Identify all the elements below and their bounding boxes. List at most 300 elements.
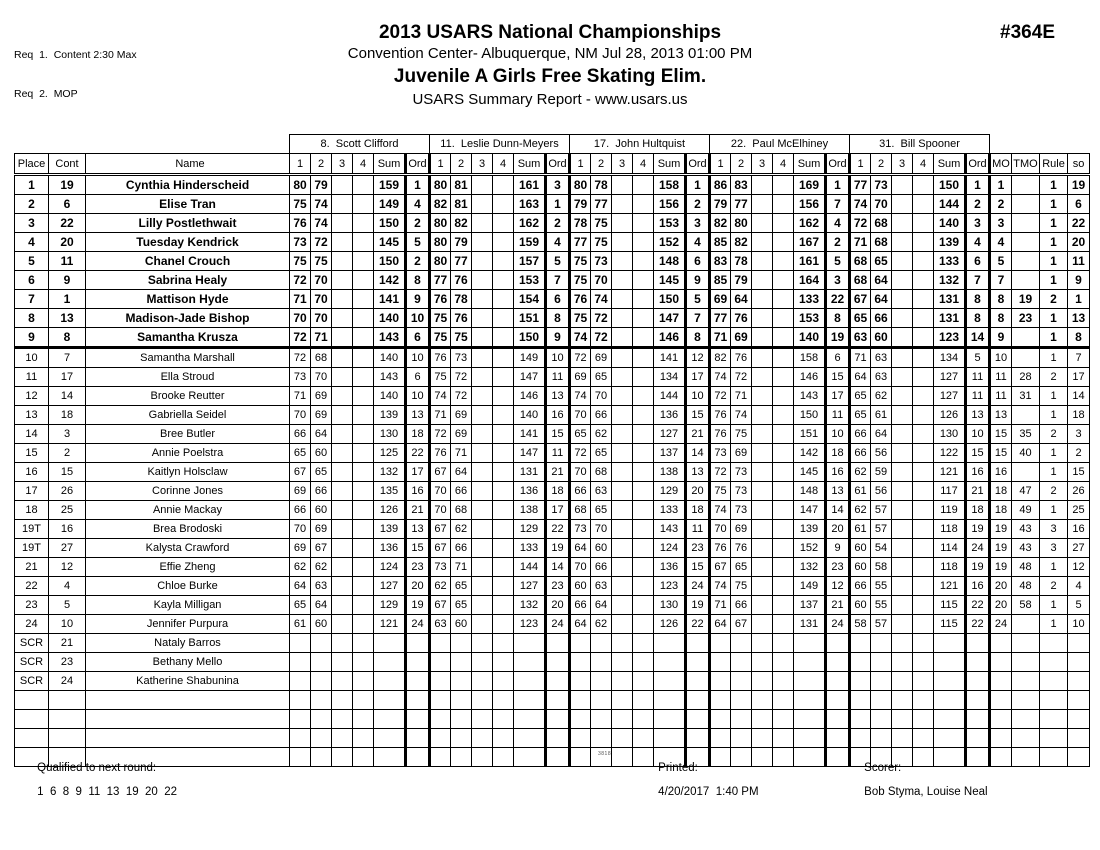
cell-j2-sum: 140 (514, 406, 546, 425)
cell-j3-ord: 13 (686, 463, 710, 482)
cell-j2-mark3 (472, 195, 493, 214)
cell-mo: 7 (990, 271, 1012, 290)
cell-j1-mark1 (290, 653, 311, 672)
cell-rule (1040, 710, 1068, 729)
cell-j2-mark1: 75 (430, 328, 451, 348)
cell-j2-mark1 (430, 653, 451, 672)
cell-j5-mark4 (913, 596, 934, 615)
col-j4-2: 2 (731, 154, 752, 175)
cell-place: 9 (15, 328, 49, 348)
cell-j5-mark2: 64 (871, 425, 892, 444)
cell-j2-ord: 15 (546, 425, 570, 444)
cell-j3-mark1: 77 (570, 233, 591, 252)
cell-j4-ord: 20 (826, 520, 850, 539)
cell-j4-sum: 149 (794, 577, 826, 596)
cell-j5-mark4 (913, 463, 934, 482)
cell-blank (374, 691, 406, 710)
cell-blank (892, 691, 913, 710)
cell-j2-ord: 7 (546, 271, 570, 290)
cell-j4-mark1: 77 (710, 309, 731, 328)
cell-j5-sum: 122 (934, 444, 966, 463)
cell-j5-mark3 (892, 596, 913, 615)
cell-tmo: 23 (1012, 309, 1040, 328)
cell-j3-mark1 (570, 653, 591, 672)
cell-blank (493, 691, 514, 710)
cell-j2-mark1: 80 (430, 252, 451, 271)
cell-j1-mark1: 80 (290, 175, 311, 195)
cell-j3-mark4 (633, 444, 654, 463)
cell-place: 21 (15, 558, 49, 577)
judge-number: 17. (593, 138, 610, 150)
cell-blank (290, 748, 311, 767)
cell-j2-mark2: 73 (451, 348, 472, 368)
cell-j2-mark1 (430, 672, 451, 691)
cell-j3-mark3 (612, 406, 633, 425)
cell-j4-mark3 (752, 444, 773, 463)
cell-j4-mark4 (773, 290, 794, 309)
cell-j3-mark3 (612, 252, 633, 271)
cell-j2-mark3 (472, 501, 493, 520)
cell-j3-mark3 (612, 175, 633, 195)
cell-so: 4 (1068, 577, 1090, 596)
cell-so (1068, 672, 1090, 691)
col-j3-ord: Ord (686, 154, 710, 175)
cell-j3-sum: 141 (654, 348, 686, 368)
cell-j4-mark3 (752, 214, 773, 233)
col-j1-1: 1 (290, 154, 311, 175)
cell-j2-mark2 (451, 672, 472, 691)
cell-j3-mark1: 76 (570, 290, 591, 309)
cell-so: 12 (1068, 558, 1090, 577)
cell-j1-mark2: 60 (311, 615, 332, 634)
table-row[interactable] (15, 672, 1090, 691)
cell-j4-mark2: 69 (731, 444, 752, 463)
cell-cont: 22 (49, 214, 86, 233)
cell-place: SCR (15, 653, 49, 672)
cell-j5-mark4 (913, 195, 934, 214)
cell-tmo: 40 (1012, 444, 1040, 463)
cell-j5-mark3 (892, 368, 913, 387)
cell-j5-mark4 (913, 233, 934, 252)
cell-j1-mark2: 62 (311, 558, 332, 577)
cell-j4-ord: 24 (826, 615, 850, 634)
table-row[interactable] (15, 175, 1090, 195)
cell-cont (49, 729, 86, 748)
table-row[interactable] (15, 328, 1090, 348)
cell-rule (1040, 653, 1068, 672)
cell-blank (686, 710, 710, 729)
cell-j2-ord: 9 (546, 328, 570, 348)
band-spacer (990, 135, 1012, 154)
cell-blank (546, 691, 570, 710)
cell-blank (591, 691, 612, 710)
cell-j1-sum: 139 (374, 520, 406, 539)
cell-j5-mark3 (892, 672, 913, 691)
cell-place: 18 (15, 501, 49, 520)
cell-j2-mark2: 71 (451, 444, 472, 463)
cell-j2-mark2: 79 (451, 233, 472, 252)
col-j1-2: 2 (311, 154, 332, 175)
cell-so: 27 (1068, 539, 1090, 558)
table-row[interactable] (15, 596, 1090, 615)
table-row[interactable] (15, 233, 1090, 252)
cell-blank (612, 710, 633, 729)
cell-so: 8 (1068, 328, 1090, 348)
cell-j5-mark2 (871, 672, 892, 691)
cell-j5-mark1: 65 (850, 309, 871, 328)
cell-j5-ord: 10 (966, 425, 990, 444)
event-title: Juvenile A Girls Free Skating Elim. (393, 66, 707, 87)
cell-place: 19T (15, 520, 49, 539)
cell-j3-mark4 (633, 328, 654, 348)
cell-j1-ord: 4 (406, 195, 430, 214)
cell-blank (966, 691, 990, 710)
cell-j3-mark2: 60 (591, 539, 612, 558)
cell-j2-mark2: 76 (451, 309, 472, 328)
cell-j2-mark1: 67 (430, 596, 451, 615)
cell-j2-sum: 129 (514, 520, 546, 539)
cell-mo: 5 (990, 252, 1012, 271)
cell-j5-ord: 2 (966, 195, 990, 214)
table-row[interactable] (15, 425, 1090, 444)
cell-rule: 1 (1040, 596, 1068, 615)
cell-j3-sum: 145 (654, 271, 686, 290)
cell-j3-sum: 137 (654, 444, 686, 463)
cell-j2-mark3 (472, 615, 493, 634)
cell-j5-mark2: 68 (871, 214, 892, 233)
cell-j1-mark4 (353, 425, 374, 444)
cell-j1-sum: 143 (374, 368, 406, 387)
cell-j1-mark2: 79 (311, 175, 332, 195)
cell-rule: 2 (1040, 368, 1068, 387)
cell-j3-mark4 (633, 672, 654, 691)
cell-blank (731, 710, 752, 729)
col-j4-1: 1 (710, 154, 731, 175)
cell-blank (374, 748, 406, 767)
cell-j3-ord: 6 (686, 252, 710, 271)
cell-j1-ord: 19 (406, 596, 430, 615)
cell-j2-mark4 (493, 577, 514, 596)
col-so: so (1068, 154, 1090, 175)
cell-name: Gabriella Seidel (86, 406, 290, 425)
cell-j5-mark4 (913, 387, 934, 406)
scorer-value: Bob Styma, Louise Neal (864, 786, 988, 798)
cell-mo: 3 (990, 214, 1012, 233)
cell-j5-mark1: 64 (850, 368, 871, 387)
col-j1-ord: Ord (406, 154, 430, 175)
cell-j3-ord: 1 (686, 175, 710, 195)
cell-j4-mark4 (773, 444, 794, 463)
table-row[interactable] (15, 271, 1090, 290)
table-row[interactable] (15, 653, 1090, 672)
cell-j3-mark4 (633, 290, 654, 309)
cell-tmo (1012, 672, 1040, 691)
cell-blank (546, 748, 570, 767)
table-row[interactable] (15, 520, 1090, 539)
cell-blank (353, 729, 374, 748)
cell-tmo (1012, 214, 1040, 233)
cell-j1-mark3 (332, 558, 353, 577)
cell-name: Madison-Jade Bishop (86, 309, 290, 328)
col-j2-3: 3 (472, 154, 493, 175)
cell-j4-mark2: 73 (731, 501, 752, 520)
cell-j4-sum: 137 (794, 596, 826, 615)
cell-j3-mark2: 72 (591, 328, 612, 348)
cell-j4-mark4 (773, 520, 794, 539)
cell-blank (913, 691, 934, 710)
cell-j1-mark4 (353, 634, 374, 653)
cell-j3-sum: 123 (654, 577, 686, 596)
cell-j5-mark2 (871, 634, 892, 653)
cell-j1-sum: 136 (374, 539, 406, 558)
cell-j2-sum: 131 (514, 463, 546, 482)
cell-j2-sum: 132 (514, 596, 546, 615)
cell-j1-mark1: 64 (290, 577, 311, 596)
table-row[interactable] (15, 501, 1090, 520)
cell-j3-sum: 136 (654, 406, 686, 425)
cell-blank (451, 748, 472, 767)
cell-j3-mark3 (612, 653, 633, 672)
cell-j1-sum: 139 (374, 406, 406, 425)
cell-j2-mark4 (493, 252, 514, 271)
cell-blank (752, 691, 773, 710)
cell-rule (1040, 691, 1068, 710)
col-j5-4: 4 (913, 154, 934, 175)
cell-j5-mark3 (892, 558, 913, 577)
cell-j5-mark1: 60 (850, 558, 871, 577)
cell-name: Annie Mackay (86, 501, 290, 520)
cell-j5-mark1: 66 (850, 444, 871, 463)
cell-cont: 4 (49, 577, 86, 596)
cell-j5-sum (934, 672, 966, 691)
cell-j3-sum: 146 (654, 328, 686, 348)
table-row-blank (15, 691, 1090, 710)
cell-j4-mark3 (752, 348, 773, 368)
cell-j4-mark1: 67 (710, 558, 731, 577)
cell-mo: 24 (990, 615, 1012, 634)
table-row[interactable] (15, 195, 1090, 214)
cell-j4-mark4 (773, 214, 794, 233)
cell-j5-ord: 16 (966, 463, 990, 482)
cell-j5-sum: 139 (934, 233, 966, 252)
cell-j4-ord: 16 (826, 463, 850, 482)
table-row[interactable] (15, 309, 1090, 328)
table-row[interactable] (15, 444, 1090, 463)
cell-j2-mark1: 67 (430, 463, 451, 482)
cell-blank (612, 691, 633, 710)
cell-j5-mark4 (913, 672, 934, 691)
cell-j1-mark3 (332, 425, 353, 444)
cell-j2-ord: 23 (546, 577, 570, 596)
cell-rule: 1 (1040, 387, 1068, 406)
cell-j4-sum: 145 (794, 463, 826, 482)
cell-j3-mark3 (612, 444, 633, 463)
table-row[interactable] (15, 539, 1090, 558)
cell-mo: 20 (990, 577, 1012, 596)
table-row[interactable] (15, 290, 1090, 309)
cell-j5-mark3 (892, 252, 913, 271)
cell-place: 6 (15, 271, 49, 290)
cell-j3-ord: 14 (686, 444, 710, 463)
cell-j2-mark2: 66 (451, 539, 472, 558)
cell-j3-mark2: 65 (591, 444, 612, 463)
cell-j3-mark3 (612, 501, 633, 520)
table-row[interactable] (15, 406, 1090, 425)
cell-j1-mark3 (332, 252, 353, 271)
cell-j3-mark1: 64 (570, 539, 591, 558)
cell-j5-mark2: 57 (871, 615, 892, 634)
cell-j1-mark2: 71 (311, 328, 332, 348)
cell-j1-ord: 23 (406, 558, 430, 577)
cell-j4-mark4 (773, 406, 794, 425)
table-row[interactable] (15, 348, 1090, 368)
cell-blank (654, 729, 686, 748)
cell-j5-mark2: 64 (871, 271, 892, 290)
cell-j4-mark4 (773, 482, 794, 501)
table-row[interactable] (15, 387, 1090, 406)
cell-j4-mark2: 73 (731, 482, 752, 501)
cell-j5-sum: 119 (934, 501, 966, 520)
col-j2-ord: Ord (546, 154, 570, 175)
cell-j4-mark1: 82 (710, 214, 731, 233)
cell-j4-sum: 139 (794, 520, 826, 539)
cell-j3-mark1: 74 (570, 387, 591, 406)
cell-j3-mark1: 74 (570, 328, 591, 348)
cell-j3-mark4 (633, 501, 654, 520)
judge-number: 8. (320, 138, 330, 150)
table-row[interactable] (15, 577, 1090, 596)
cell-name: Chanel Crouch (86, 252, 290, 271)
cell-j3-mark4 (633, 520, 654, 539)
cell-j5-mark3 (892, 214, 913, 233)
cell-j1-mark4 (353, 615, 374, 634)
cell-j2-ord: 16 (546, 406, 570, 425)
table-row[interactable] (15, 252, 1090, 271)
cell-j1-ord: 9 (406, 290, 430, 309)
cell-j3-mark1: 65 (570, 425, 591, 444)
cell-blank (546, 710, 570, 729)
cell-blank (892, 729, 913, 748)
cell-blank (850, 729, 871, 748)
cell-place: 24 (15, 615, 49, 634)
cell-j4-mark3 (752, 406, 773, 425)
cell-place: SCR (15, 672, 49, 691)
cell-j1-mark3 (332, 233, 353, 252)
cell-j1-mark1: 73 (290, 233, 311, 252)
cell-j3-mark4 (633, 634, 654, 653)
cell-j3-ord (686, 634, 710, 653)
cell-j5-mark3 (892, 501, 913, 520)
cell-mo: 9 (990, 328, 1012, 348)
cell-j5-mark2: 64 (871, 290, 892, 309)
cell-blank (374, 729, 406, 748)
cell-rule: 1 (1040, 233, 1068, 252)
cell-blank (633, 691, 654, 710)
cell-j5-sum: 117 (934, 482, 966, 501)
cell-cont: 5 (49, 596, 86, 615)
table-row[interactable] (15, 214, 1090, 233)
cell-j5-mark3 (892, 463, 913, 482)
cell-j4-sum: 132 (794, 558, 826, 577)
cell-j3-mark2: 66 (591, 558, 612, 577)
cell-tmo: 48 (1012, 558, 1040, 577)
cell-j5-mark3 (892, 577, 913, 596)
cell-blank (406, 691, 430, 710)
cell-j2-mark3 (472, 577, 493, 596)
cell-so: 11 (1068, 252, 1090, 271)
cell-j4-mark3 (752, 596, 773, 615)
cell-cont: 11 (49, 252, 86, 271)
cell-blank (353, 710, 374, 729)
cell-blank (633, 729, 654, 748)
cell-j2-mark2: 64 (451, 463, 472, 482)
cell-j1-mark4 (353, 348, 374, 368)
cell-j4-ord: 15 (826, 368, 850, 387)
cell-j1-mark1: 65 (290, 596, 311, 615)
cell-j2-sum (514, 634, 546, 653)
cell-tmo: 31 (1012, 387, 1040, 406)
cell-j3-mark1: 72 (570, 348, 591, 368)
cell-blank (794, 748, 826, 767)
col-j5-2: 2 (871, 154, 892, 175)
cell-j5-mark1: 62 (850, 463, 871, 482)
judge-header-5 (850, 135, 990, 154)
cell-j2-mark4 (493, 501, 514, 520)
cell-j3-mark4 (633, 463, 654, 482)
cell-j2-mark3 (472, 406, 493, 425)
cell-j3-ord: 7 (686, 309, 710, 328)
cell-j4-mark1: 79 (710, 195, 731, 214)
cell-j2-mark4 (493, 634, 514, 653)
cell-so: 10 (1068, 615, 1090, 634)
cell-name: Katherine Shabunina (86, 672, 290, 691)
cell-j3-sum: 147 (654, 309, 686, 328)
cell-j5-mark4 (913, 577, 934, 596)
cell-j3-mark1: 70 (570, 463, 591, 482)
cell-j1-mark4 (353, 558, 374, 577)
cell-so: 17 (1068, 368, 1090, 387)
cell-j1-mark2: 63 (311, 577, 332, 596)
table-row[interactable] (15, 615, 1090, 634)
cell-j3-ord: 18 (686, 501, 710, 520)
cell-rule: 1 (1040, 463, 1068, 482)
table-row[interactable] (15, 482, 1090, 501)
cell-j2-ord: 20 (546, 596, 570, 615)
cell-mo: 11 (990, 368, 1012, 387)
cell-j5-mark4 (913, 252, 934, 271)
cell-j1-mark1: 69 (290, 482, 311, 501)
table-row[interactable] (15, 558, 1090, 577)
cell-j3-mark1: 66 (570, 596, 591, 615)
cell-j5-mark2: 55 (871, 596, 892, 615)
col-j4-sum: Sum (794, 154, 826, 175)
cell-j5-mark1: 60 (850, 539, 871, 558)
cell-j2-ord: 19 (546, 539, 570, 558)
cell-j2-ord: 11 (546, 368, 570, 387)
cell-j1-mark1: 71 (290, 290, 311, 309)
cell-blank (773, 710, 794, 729)
cell-cont: 16 (49, 520, 86, 539)
cell-blank (311, 748, 332, 767)
cell-j3-mark4 (633, 252, 654, 271)
cell-j5-mark4 (913, 328, 934, 348)
table-row[interactable] (15, 463, 1090, 482)
cell-place: 15 (15, 444, 49, 463)
table-row[interactable] (15, 634, 1090, 653)
cell-j4-sum: 167 (794, 233, 826, 252)
table-row[interactable] (15, 368, 1090, 387)
cell-j5-sum: 134 (934, 348, 966, 368)
